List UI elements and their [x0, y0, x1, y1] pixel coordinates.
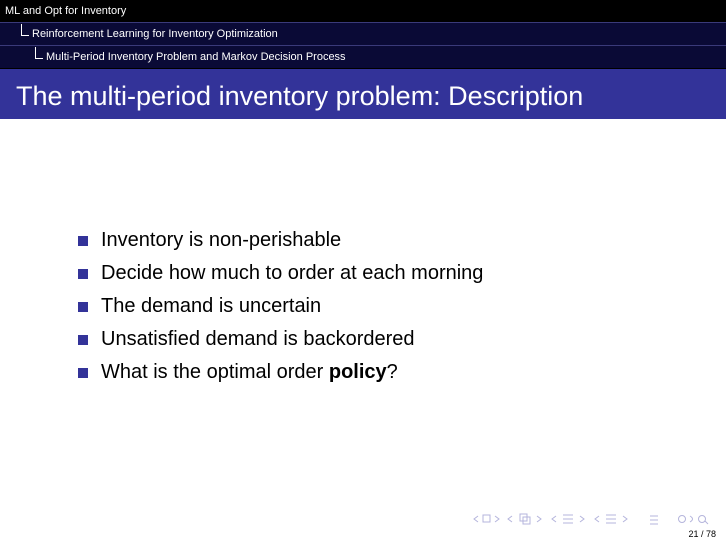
frame-title: The multi-period inventory problem: Description — [16, 81, 584, 111]
bullet-text: Decide how much to order at each morning — [101, 262, 484, 284]
align-icon[interactable] — [650, 516, 658, 524]
breadcrumb-subsubsection-label: Multi-Period Inventory Problem and Markov Decision Process — [46, 51, 346, 63]
page-number: 21 / 78 — [688, 529, 716, 539]
breadcrumb-subsection-label: Reinforcement Learning for Inventory Optimization — [32, 28, 278, 40]
frame-next-icon[interactable] — [495, 516, 499, 522]
bullet-item — [78, 326, 483, 359]
frame-prev-icon[interactable] — [474, 516, 478, 522]
bullet-text-bold: policy — [328, 361, 387, 383]
bullet-list — [78, 227, 483, 392]
subsection-prev-icon[interactable] — [508, 516, 512, 522]
frame-title-bar — [0, 69, 726, 119]
section-prev-icon[interactable] — [552, 516, 556, 522]
breadcrumb-subsection[interactable] — [0, 23, 726, 45]
tree-branch-icon — [21, 24, 29, 36]
square-bullet-icon — [78, 368, 88, 378]
tree-branch-icon — [35, 47, 43, 59]
breadcrumb-subsubsection[interactable] — [0, 46, 726, 68]
search-icon[interactable] — [679, 516, 709, 525]
subsection-icon[interactable] — [520, 514, 530, 524]
subsection-next-icon[interactable] — [537, 516, 541, 522]
bullet-text-suffix: ? — [386, 361, 398, 383]
bullet-item — [78, 227, 483, 260]
bullet-item — [78, 260, 483, 293]
breadcrumb-section[interactable] — [0, 0, 726, 22]
bullet-text: The demand is uncertain — [101, 295, 322, 317]
square-bullet-icon — [78, 236, 88, 246]
bullet-text: Unsatisfied demand is backordered — [101, 328, 415, 350]
section-icon[interactable] — [563, 515, 573, 523]
square-bullet-icon — [78, 302, 88, 312]
section-next-icon[interactable] — [580, 516, 584, 522]
bullet-item — [78, 293, 483, 326]
subsubsection-prev-icon[interactable] — [595, 516, 599, 522]
frame-icon[interactable] — [483, 515, 490, 522]
breadcrumb-section-label: ML and Opt for Inventory — [5, 5, 127, 17]
subsubsection-next-icon[interactable] — [623, 516, 627, 522]
square-bullet-icon — [78, 335, 88, 345]
subsubsection-icon[interactable] — [606, 515, 616, 523]
navigation-symbols — [470, 512, 720, 526]
bullet-text: Inventory is non-perishable — [101, 229, 342, 251]
bullet-text-prefix: What is the optimal order — [101, 361, 329, 383]
bullet-item — [78, 359, 483, 392]
square-bullet-icon — [78, 269, 88, 279]
